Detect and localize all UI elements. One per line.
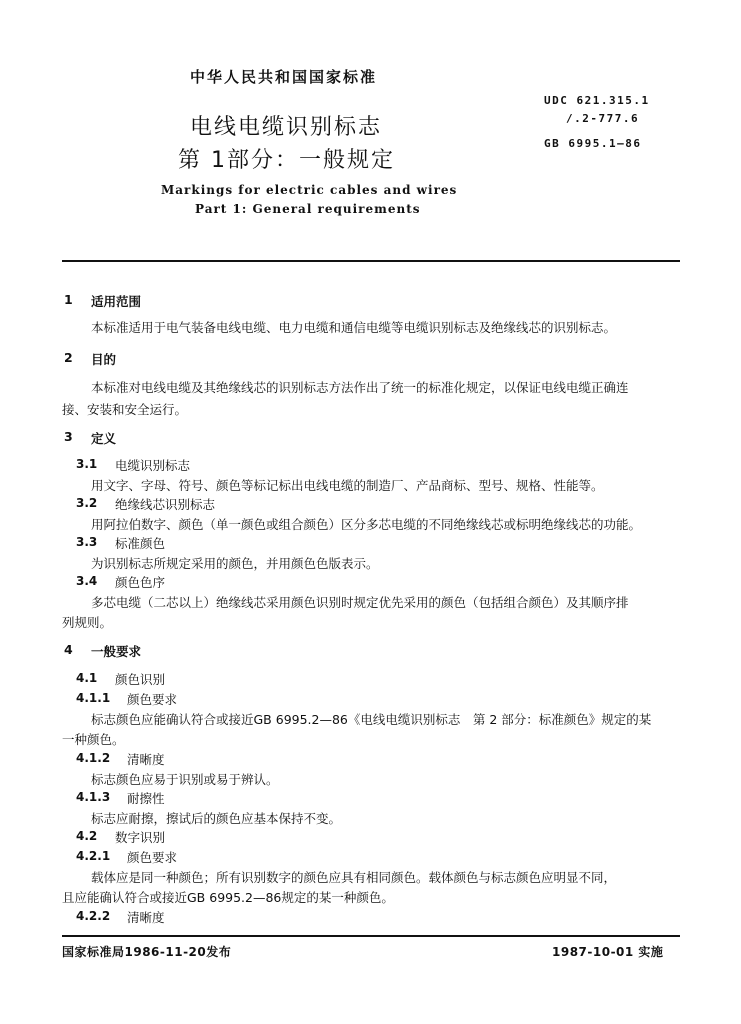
clause-4-1-3-number: 4.1.3	[76, 790, 111, 804]
clause-4-1-2-title: 清晰度	[127, 752, 165, 767]
english-title-line2: Part 1: General requirements	[195, 202, 421, 216]
section-2-text-line1: 本标准对电线电缆及其绝缘线芯的识别标志方法作出了统一的标准化规定，以保证电线电缆正确连	[91, 380, 629, 395]
clause-4-1-2-text: 标志颜色应易于识别或易于辨认。	[91, 772, 279, 787]
english-title-line1: Markings for electric cables and wires	[161, 183, 458, 197]
clause-4-1-3-title: 耐擦性	[127, 791, 165, 806]
clause-4-1-1-number: 4.1.1	[76, 691, 111, 705]
udc-code-line2: /.2-777.6	[566, 112, 640, 125]
header-divider	[62, 260, 680, 262]
section-2-text-line2: 接、安装和安全运行。	[62, 402, 188, 417]
clause-3-4-text-line2: 列规则。	[62, 615, 113, 630]
section-4-title: 一般要求	[91, 644, 142, 659]
issue-date: 国家标准局1986-11-20发布	[62, 945, 232, 959]
clause-4-2-number: 4.2	[76, 829, 98, 843]
clause-3-4-title: 颜色色序	[115, 575, 166, 590]
clause-4-1-title: 颜色识别	[115, 672, 166, 687]
clause-4-2-1-text-line1: 载体应是同一种颜色；所有识别数字的颜色应具有相同颜色。载体颜色与标志颜色应明显不同，	[91, 870, 617, 885]
section-1-number: 1	[64, 292, 73, 307]
clause-4-1-1-title: 颜色要求	[127, 692, 178, 707]
section-1-title: 适用范围	[91, 294, 142, 309]
clause-3-2-title: 绝缘线芯识别标志	[115, 497, 216, 512]
document-title-line2: 第 1部分：一般规定	[178, 148, 395, 173]
clause-3-4-number: 3.4	[76, 574, 98, 588]
clause-4-1-1-text-line2: 一种颜色。	[62, 732, 125, 747]
section-2-number: 2	[64, 350, 73, 365]
clause-3-4-text-line1: 多芯电缆（二芯以上）绝缘线芯采用颜色识别时规定优先采用的颜色（包括组合颜色）及其顺序排	[91, 595, 629, 610]
document-title-line1: 电线电缆识别标志	[190, 115, 383, 140]
clause-3-3-number: 3.3	[76, 535, 98, 549]
clause-3-2-text: 用阿拉伯数字、颜色（单一颜色或组合颜色）区分多芯电缆的不同绝缘线芯或标明绝缘线芯的功能。	[91, 517, 642, 532]
clause-3-1-number: 3.1	[76, 457, 98, 471]
footer-divider	[62, 935, 680, 937]
issuing-country-title: 中华人民共和国国家标准	[190, 68, 378, 86]
clause-4-2-1-number: 4.2.1	[76, 849, 111, 863]
standard-number: GB 6995.1—86	[544, 137, 642, 150]
section-1-text: 本标准适用于电气装备电线电缆、电力电缆和通信电缆等电缆识别标志及绝缘线芯的识别标志。	[91, 320, 617, 335]
section-3-title: 定义	[91, 431, 117, 446]
clause-4-1-3-text: 标志应耐擦，擦试后的颜色应基本保持不变。	[91, 811, 342, 826]
udc-code-line1: UDC 621.315.1	[544, 94, 650, 107]
clause-3-3-title: 标准颜色	[115, 536, 166, 551]
clause-4-2-1-text-line2: 且应能确认符合或接近GB 6995.2—86规定的某一种颜色。	[62, 890, 394, 905]
clause-3-3-text: 为识别标志所规定采用的颜色，并用颜色色版表示。	[91, 556, 379, 571]
clause-3-1-title: 电缆识别标志	[115, 458, 191, 473]
clause-3-2-number: 3.2	[76, 496, 98, 510]
section-2-title: 目的	[91, 352, 117, 367]
section-4-number: 4	[64, 642, 73, 657]
clause-4-1-number: 4.1	[76, 671, 98, 685]
effective-date: 1987-10-01 实施	[552, 945, 664, 959]
clause-4-1-2-number: 4.1.2	[76, 751, 111, 765]
section-3-number: 3	[64, 429, 73, 444]
clause-4-2-title: 数字识别	[115, 830, 166, 845]
clause-4-2-2-number: 4.2.2	[76, 909, 111, 923]
clause-3-1-text: 用文字、字母、符号、颜色等标记标出电线电缆的制造厂、产品商标、型号、规格、性能等。	[91, 478, 604, 493]
clause-4-2-2-title: 清晰度	[127, 910, 165, 925]
clause-4-2-1-title: 颜色要求	[127, 850, 178, 865]
clause-4-1-1-text-line1: 标志颜色应能确认符合或接近GB 6995.2—86《电线电缆识别标志 第 2 部分：标准颜色》规定的某	[91, 712, 652, 727]
